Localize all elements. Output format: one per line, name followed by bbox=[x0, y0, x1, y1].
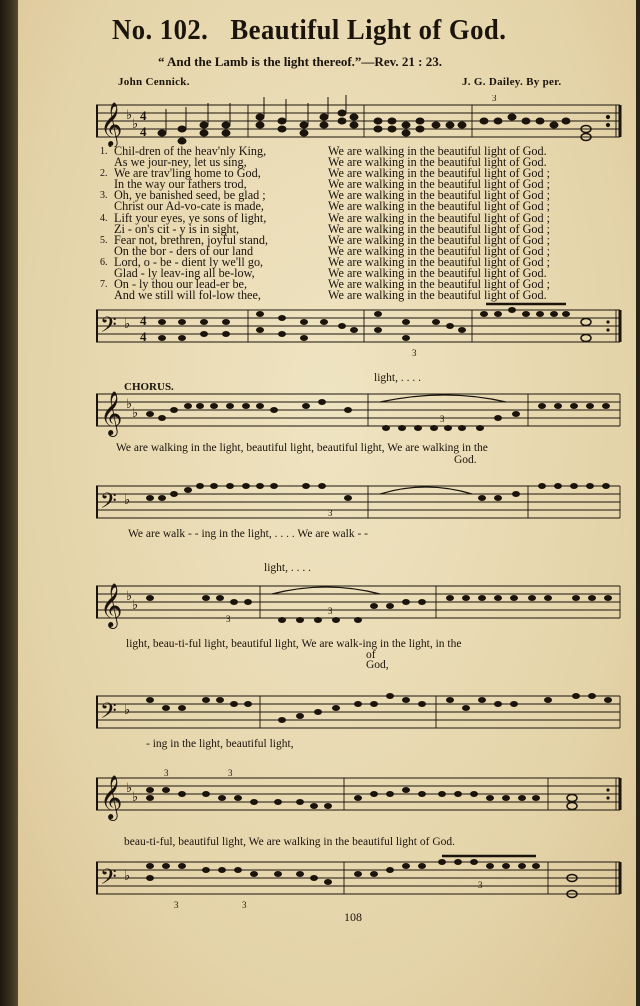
scripture-epigraph: “ And the Lamb is the light thereof.”—Rev. 21 : 23. bbox=[158, 54, 442, 69]
svg-text:4: 4 bbox=[140, 313, 147, 328]
system1-treble-staff bbox=[96, 95, 636, 147]
svg-text:♭: ♭ bbox=[126, 396, 133, 411]
svg-text:♭: ♭ bbox=[124, 868, 131, 883]
svg-text:3: 3 bbox=[478, 880, 483, 890]
chorus-treble-lyric-2: light, beau-ti-ful light, beautiful light, We are walk-ing in the light, in the bbox=[126, 638, 462, 650]
triplet-mark: 3 bbox=[492, 95, 497, 103]
verse-line: 4. Lift your eyes, ye sons of light, We are walking in the beautiful light of God ; bbox=[100, 210, 551, 225]
svg-text:4: 4 bbox=[140, 108, 147, 123]
chorus1-treble-staff bbox=[96, 384, 636, 444]
svg-text:𝄢: 𝄢 bbox=[100, 699, 117, 729]
svg-text:𝄞: 𝄞 bbox=[100, 102, 123, 146]
svg-text:3: 3 bbox=[328, 606, 333, 616]
chorus-of-lyric: of bbox=[366, 649, 376, 661]
chorus-treble-lyric-1: We are walking in the light, beautiful light, beautiful light, We are walking in the bbox=[116, 442, 488, 454]
hymn-heading bbox=[112, 14, 506, 47]
svg-text:𝄢: 𝄢 bbox=[100, 489, 117, 519]
svg-text:4: 4 bbox=[140, 124, 147, 139]
verse-line: In the way our fathers trod, We are walking in the beautiful light of God ; bbox=[114, 177, 551, 192]
music-credit: J. G. Dailey. By per. bbox=[462, 76, 562, 88]
page-number: 108 bbox=[344, 910, 362, 924]
hymnal-page bbox=[18, 0, 636, 1006]
svg-text:3: 3 bbox=[226, 614, 231, 624]
chorus3-bass-staff bbox=[96, 852, 636, 912]
chorus1-bass-staff bbox=[96, 476, 636, 526]
verse-line: 7. On - ly thou our lead-er be, We are walking in the beautiful light of God ; bbox=[100, 277, 551, 292]
svg-text:♭: ♭ bbox=[132, 116, 139, 131]
words-credit: John Cennick. bbox=[118, 76, 190, 88]
chorus-above-lyric: light, . . . . bbox=[374, 372, 421, 384]
verse-line: As we jour-ney, let us sing, We are walking in the beautiful light of God. bbox=[114, 155, 547, 170]
svg-text:3: 3 bbox=[164, 768, 169, 778]
verse-line: 5. Fear not, brethren, joyful stand, We are walking in the beautiful light of God ; bbox=[100, 232, 551, 247]
verse-line: Christ our Ad-vo-cate is made, We are walking in the beautiful light of God ; bbox=[114, 199, 551, 214]
verse-line: 1. Chil-dren of the heav'nly King, We are walking in the beautiful light of God. bbox=[100, 144, 547, 158]
svg-text:𝄞: 𝄞 bbox=[100, 775, 123, 819]
verse-line: Zi - on's cit - y is in sight, We are walking in the beautiful light of God ; bbox=[114, 221, 551, 236]
chorus-of-god-lyric: God. bbox=[454, 454, 477, 466]
verse-line: 6. Lord, o - be - dient ly we'll go, We are walking in the beautiful light of God ; bbox=[100, 254, 551, 269]
chorus-label: CHORUS. bbox=[124, 381, 174, 393]
svg-text:3: 3 bbox=[242, 900, 247, 910]
book-spine-shadow bbox=[0, 0, 18, 1006]
svg-text:𝄢: 𝄢 bbox=[100, 865, 117, 895]
chorus2-bass-staff bbox=[96, 686, 636, 736]
svg-text:3: 3 bbox=[328, 508, 333, 518]
svg-text:♭: ♭ bbox=[124, 316, 131, 331]
chorus-treble-lyric-3: beau-ti-ful, beautiful light, We are walking in the beautiful light of God. bbox=[124, 836, 455, 848]
svg-text:♭: ♭ bbox=[126, 107, 133, 122]
svg-text:𝄞: 𝄞 bbox=[100, 391, 123, 435]
svg-text:3: 3 bbox=[174, 900, 179, 910]
chorus2-above-lyric: light, . . . . bbox=[264, 562, 311, 574]
svg-text:♭: ♭ bbox=[132, 405, 139, 420]
verse-line: 3. Oh, ye banished seed, be glad ; We are walking in the beautiful light of God ; bbox=[100, 188, 551, 203]
svg-text:𝄞: 𝄞 bbox=[100, 583, 123, 627]
verse-line: Glad - ly leav-ing all be-low, We are walking in the beautiful light of God. bbox=[114, 266, 547, 281]
svg-text:♭: ♭ bbox=[126, 588, 133, 603]
svg-text:3: 3 bbox=[412, 348, 417, 358]
svg-text:4: 4 bbox=[140, 329, 147, 344]
chorus-god-lyric: God, bbox=[366, 659, 389, 671]
hymn-number: No. 102. bbox=[112, 14, 209, 46]
svg-text:♭: ♭ bbox=[124, 492, 131, 507]
svg-text:♭: ♭ bbox=[126, 780, 133, 795]
svg-text:3: 3 bbox=[228, 768, 233, 778]
verses-block bbox=[100, 146, 636, 301]
verse-line: On the bor - ders of our land We are walking in the beautiful light of God ; bbox=[114, 243, 551, 258]
hymn-title: Beautiful Light of God. bbox=[230, 14, 507, 46]
svg-text:♭: ♭ bbox=[124, 702, 131, 717]
svg-text:𝄢: 𝄢 bbox=[100, 313, 117, 343]
chorus-bass-lyric-1: We are walk - - ing in the light, . . . . We are walk - - bbox=[128, 528, 368, 540]
chorus2-treble-staff bbox=[96, 576, 636, 636]
svg-text:♭: ♭ bbox=[132, 597, 139, 612]
chorus-bass-lyric-2: - ing in the light, beautiful light, bbox=[146, 738, 294, 750]
verse-line: 2. We are trav'ling home to God, We are walking in the beautiful light of God ; bbox=[100, 166, 551, 181]
svg-text:♭: ♭ bbox=[132, 789, 139, 804]
chorus3-treble-staff bbox=[96, 768, 636, 832]
svg-text:3: 3 bbox=[440, 414, 445, 424]
verse-line: And we still will fol-low thee, We are walking in the beautiful light of God. bbox=[114, 288, 547, 303]
system1-bass-staff bbox=[96, 300, 636, 360]
